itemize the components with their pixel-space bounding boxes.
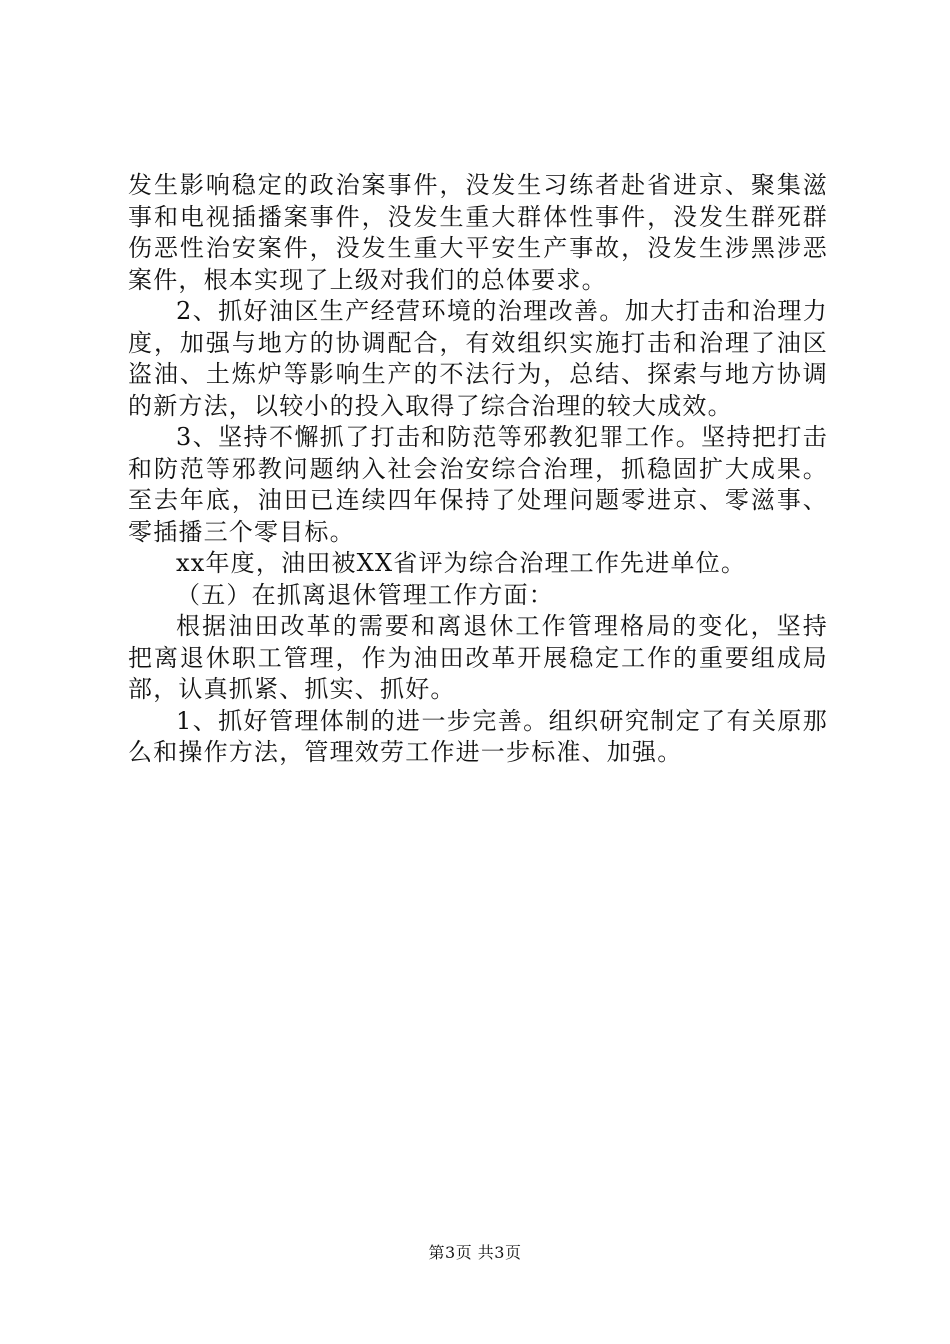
document-body <box>128 170 828 769</box>
paragraph-continuation: 发生影响稳定的政治案事件，没发生习练者赴省进京、聚集滋事和电视插播案事件，没发生重大群体性事件，没发生群死群伤恶性治安案件，没发生重大平安生产事故，没发生涉黑涉恶案件，根本实现了上级对我们的总体要求。 <box>128 171 828 294</box>
section-heading-retirement: （五）在抓离退休管理工作方面： <box>176 580 554 609</box>
paragraph-annual-award: xx年度，油田被XX省评为综合治理工作先进单位。 <box>176 549 747 577</box>
page-number-footer: 第3页 共3页 <box>428 1243 522 1262</box>
paragraph-retirement-management: 根据油田改革的需要和离退休工作管理格局的变化，坚持把离退休职工管理，作为油田改革开展稳定工作的重要组成局部，认真抓紧、抓实、抓好。 <box>128 612 828 703</box>
paragraph-management-system: 1、抓好管理体制的进一步完善。组织研究制定了有关原那么和操作方法，管理效劳工作进一步标准、加强。 <box>128 706 828 766</box>
paragraph-oil-area-environment: 2、抓好油区生产经营环境的治理改善。加大打击和治理力度，加强与地方的协调配合，有效组织实施打击和治理了油区盗油、土炼炉等影响生产的不法行为，总结、探索与地方协调的新方法，以较小的投入取得了综合治理的较大成效。 <box>128 297 828 420</box>
paragraph-cult-crime-prevention: 3、坚持不懈抓了打击和防范等邪教犯罪工作。坚持把打击和防范等邪教问题纳入社会治安综合治理，抓稳固扩大成果。至去年底，油田已连续四年保持了处理问题零进京、零滋事、零插播三个零目标。 <box>128 423 828 546</box>
